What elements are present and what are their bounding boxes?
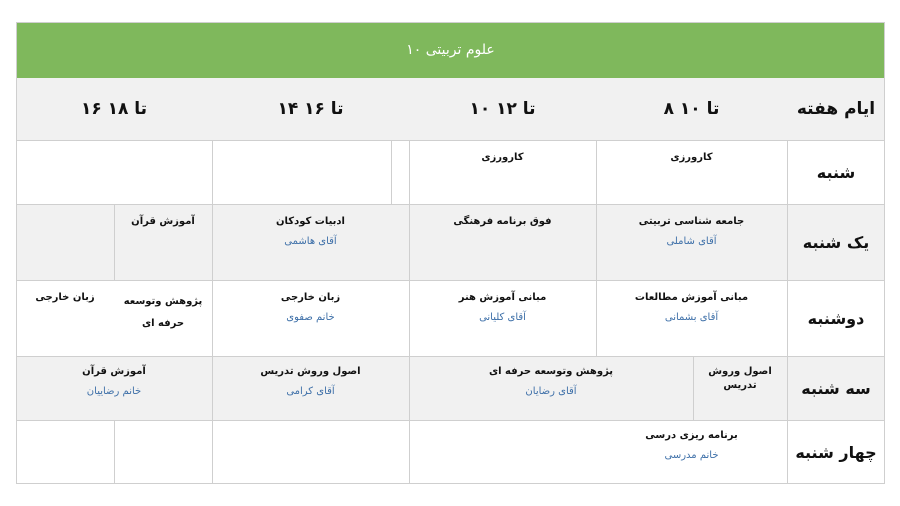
- table-row: [16, 141, 885, 204]
- table-title: علوم تربیتی ۱۰: [16, 22, 885, 78]
- class-cell: [409, 151, 596, 165]
- course-name: جامعه شناسی تربیتی: [638, 216, 745, 227]
- course-name: برنامه ریزی درسی: [645, 430, 738, 441]
- class-cell: [409, 291, 596, 325]
- cell-divider: [787, 141, 788, 204]
- class-cell: [693, 365, 787, 393]
- cell-divider: [787, 357, 788, 420]
- class-cell: [212, 365, 409, 399]
- course-name: اصول وروش تدریس: [708, 366, 772, 391]
- teacher-name: آقای کرامی: [286, 386, 335, 397]
- course-name: اصول وروش تدریس: [260, 366, 361, 377]
- cell-divider: [212, 421, 213, 483]
- teacher-name: آقای رضایان: [525, 386, 577, 397]
- class-cell: [212, 291, 409, 325]
- class-cell: [409, 365, 693, 399]
- cell-divider: [787, 205, 788, 280]
- cell-divider: [114, 421, 115, 483]
- course-name: فوق برنامه فرهنگی: [453, 216, 552, 227]
- cell-divider: [787, 421, 788, 483]
- course-name: پژوهش وتوسعه حرفه ای: [123, 296, 203, 329]
- header-slot-10-12: ۱۰ تا ۱۲: [469, 99, 536, 119]
- class-cell: [596, 291, 787, 325]
- teacher-name: آقای کلیانی: [479, 312, 526, 323]
- class-cell: [596, 215, 787, 249]
- class-cell: [114, 291, 212, 335]
- course-name: آموزش قرآن: [82, 366, 146, 377]
- teacher-name: آقای شاملی: [666, 236, 717, 247]
- teacher-name: خانم رضاییان: [86, 386, 142, 397]
- teacher-name: خانم مدرسی: [664, 450, 719, 461]
- teacher-name: خانم صفوی: [286, 312, 335, 323]
- schedule-table: [16, 22, 885, 484]
- day-label: شنبه: [816, 163, 856, 182]
- cell-divider: [409, 421, 410, 483]
- day-label: چهار شنبه: [795, 442, 877, 462]
- course-name: زبان خارجی: [280, 292, 341, 303]
- course-name: مبانی آموزش هنر: [458, 292, 547, 303]
- class-cell: [212, 215, 409, 249]
- header-slot-14-16: ۱۴ تا ۱۶: [277, 99, 344, 119]
- table-row: [16, 357, 885, 420]
- class-cell: [16, 291, 114, 305]
- cell-divider: [212, 141, 213, 204]
- teacher-name: آقای هاشمی: [284, 236, 337, 247]
- header-slot-16-18: ۱۶ تا ۱۸: [80, 99, 148, 119]
- teacher-name: آقای بشمانی: [664, 312, 719, 323]
- class-cell: [596, 429, 787, 463]
- course-name: ادبیات کودکان: [275, 216, 345, 227]
- course-name: زبان خارجی: [35, 292, 95, 303]
- header-slot-8-10: ۸ تا ۱۰: [663, 99, 720, 119]
- class-cell: [16, 365, 212, 399]
- header-row: [16, 78, 885, 141]
- course-name: آموزش قرآن: [131, 216, 195, 227]
- course-name: مبانی آموزش مطالعات: [634, 292, 749, 303]
- table-row: [16, 205, 885, 280]
- class-cell: [114, 215, 212, 229]
- day-label: یک شنبه: [802, 233, 870, 252]
- table-row: [16, 421, 885, 483]
- day-label: دوشنبه: [807, 309, 865, 328]
- header-days: ایام هفته: [796, 99, 876, 119]
- class-cell: [409, 215, 596, 229]
- table-row: [16, 281, 885, 356]
- cell-divider: [787, 281, 788, 356]
- day-label: سه شنبه: [801, 379, 871, 398]
- cell-divider: [391, 141, 392, 204]
- class-cell: [596, 151, 787, 165]
- course-name: پژوهش وتوسعه حرفه ای: [488, 366, 614, 377]
- course-name: کارورزی: [481, 152, 524, 163]
- course-name: کارورزی: [670, 152, 713, 163]
